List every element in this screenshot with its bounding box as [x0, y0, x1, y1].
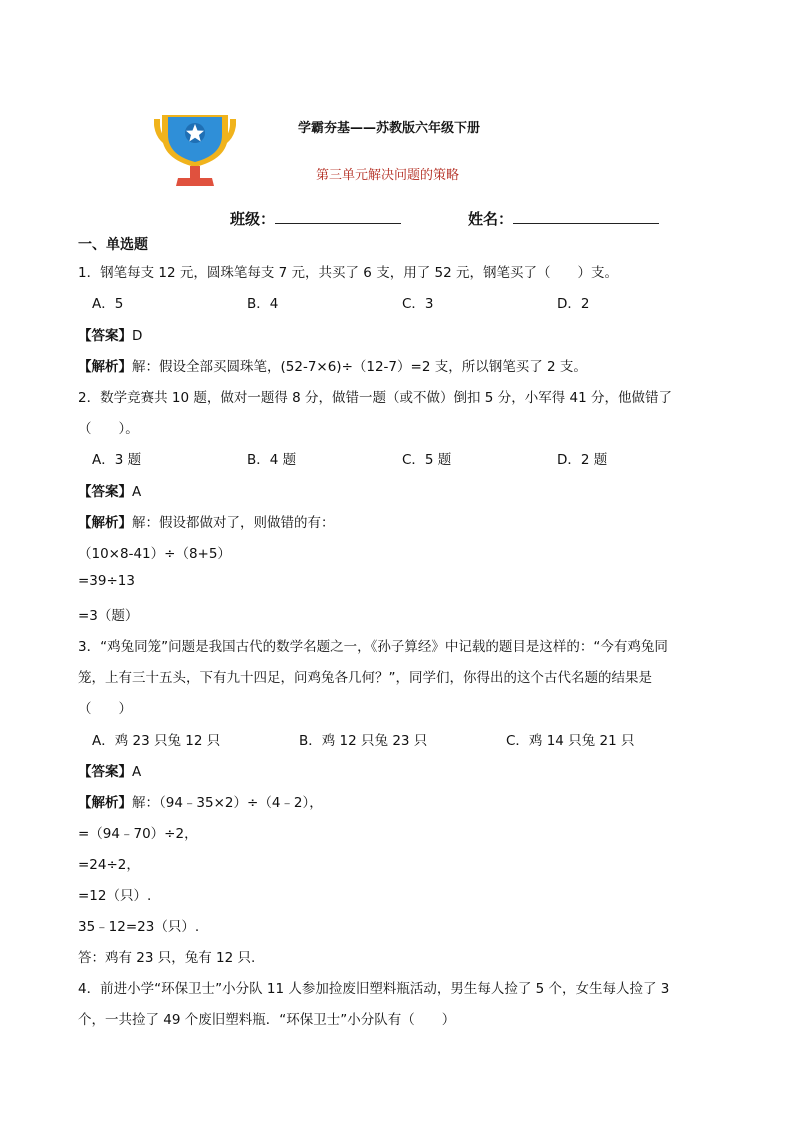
answer-value: A — [132, 484, 142, 500]
q3-analysis — [78, 791, 323, 811]
q1-option-d: D．2 — [557, 296, 590, 312]
q4-stem-line2: 个，一共捡了 49 个废旧塑料瓶．“环保卫士”小分队有（ ） — [78, 1012, 456, 1028]
name-field — [468, 208, 659, 229]
class-blank — [275, 209, 401, 224]
q3-step-5: 答：鸡有 23 只，兔有 12 只. — [78, 950, 256, 966]
name-blank — [513, 209, 659, 224]
q1-answer — [78, 324, 142, 344]
q1-analysis — [78, 355, 587, 375]
document-title: 学霸夯基——苏教版六年级下册 — [298, 121, 481, 136]
answer-tag: 【答案】 — [78, 764, 132, 780]
q2-option-a: A．3 题 — [92, 452, 142, 468]
q3-stem-line2: 笼，上有三十五头，下有九十四足，问鸡兔各几何？”，同学们，你得出的这个古代名题的结果是 — [78, 670, 652, 686]
name-label: 姓名： — [468, 210, 514, 228]
q1-stem: 1．钢笔每支 12 元，圆珠笔每支 7 元，共买了 6 支，用了 52 元，钢笔买了（ ）支。 — [78, 265, 618, 281]
analysis-text: 解：假设都做对了，则做错的有： — [132, 515, 335, 531]
q2-option-c: C．5 题 — [402, 452, 452, 468]
q3-stem-line3: （ ） — [78, 701, 132, 717]
class-label: 班级： — [230, 210, 276, 228]
q2-stem-line2: （ ）。 — [78, 421, 139, 437]
q1-option-c: C．3 — [402, 296, 434, 312]
answer-value: D — [132, 328, 143, 344]
q3-step-4: 35﹣12=23（只）. — [78, 919, 200, 935]
q2-option-b: B．4 题 — [247, 452, 297, 468]
analysis-tag: 【解析】 — [78, 359, 132, 375]
q3-option-c: C．鸡 14 只兔 21 只 — [506, 733, 635, 749]
q4-stem-line1: 4．前进小学“环保卫士”小分队 11 人参加捡废旧塑料瓶活动，男生每人捡了 5 个，女生每人捡了 3 — [78, 981, 670, 997]
q2-step-3: =3（题） — [78, 608, 139, 624]
q2-step-2: =39÷13 — [78, 573, 135, 589]
q3-step-2: =24÷2， — [78, 857, 140, 873]
q2-step-1: （10×8-41）÷（8+5） — [78, 546, 231, 562]
q3-option-a: A．鸡 23 只兔 12 只 — [92, 733, 221, 749]
q2-answer — [78, 480, 141, 500]
trophy-logo — [152, 111, 238, 187]
q2-stem-line1: 2．数学竞赛共 10 题，做对一题得 8 分，做错一题（或不做）倒扣 5 分，小军得 41 分，他做错了 — [78, 390, 672, 406]
q2-analysis — [78, 511, 335, 531]
analysis-text: 解：（94﹣35×2）÷（4﹣2）， — [132, 795, 323, 811]
answer-tag: 【答案】 — [78, 328, 132, 344]
q2-option-d: D．2 题 — [557, 452, 608, 468]
analysis-text: 解：假设全部买圆珠笔，(52-7×6)÷（12-7）=2 支，所以钢笔买了 2 支。 — [132, 359, 587, 375]
analysis-tag: 【解析】 — [78, 795, 132, 811]
q3-answer — [78, 760, 141, 780]
q1-option-b: B．4 — [247, 296, 279, 312]
analysis-tag: 【解析】 — [78, 515, 132, 531]
class-field — [230, 208, 401, 229]
q3-step-1: =（94﹣70）÷2， — [78, 826, 198, 842]
answer-value: A — [132, 764, 142, 780]
q1-option-a: A．5 — [92, 296, 124, 312]
q3-stem-line1: 3．“鸡兔同笼”问题是我国古代的数学名题之一，《孙子算经》中记载的题目是这样的：“今有鸡兔同 — [78, 639, 668, 655]
q3-option-b: B．鸡 12 只兔 23 只 — [299, 733, 428, 749]
document-subtitle: 第三单元解决问题的策略 — [316, 168, 460, 183]
q3-step-3: =12（只）. — [78, 888, 152, 904]
answer-tag: 【答案】 — [78, 484, 132, 500]
section-heading: 一、单选题 — [78, 237, 148, 253]
